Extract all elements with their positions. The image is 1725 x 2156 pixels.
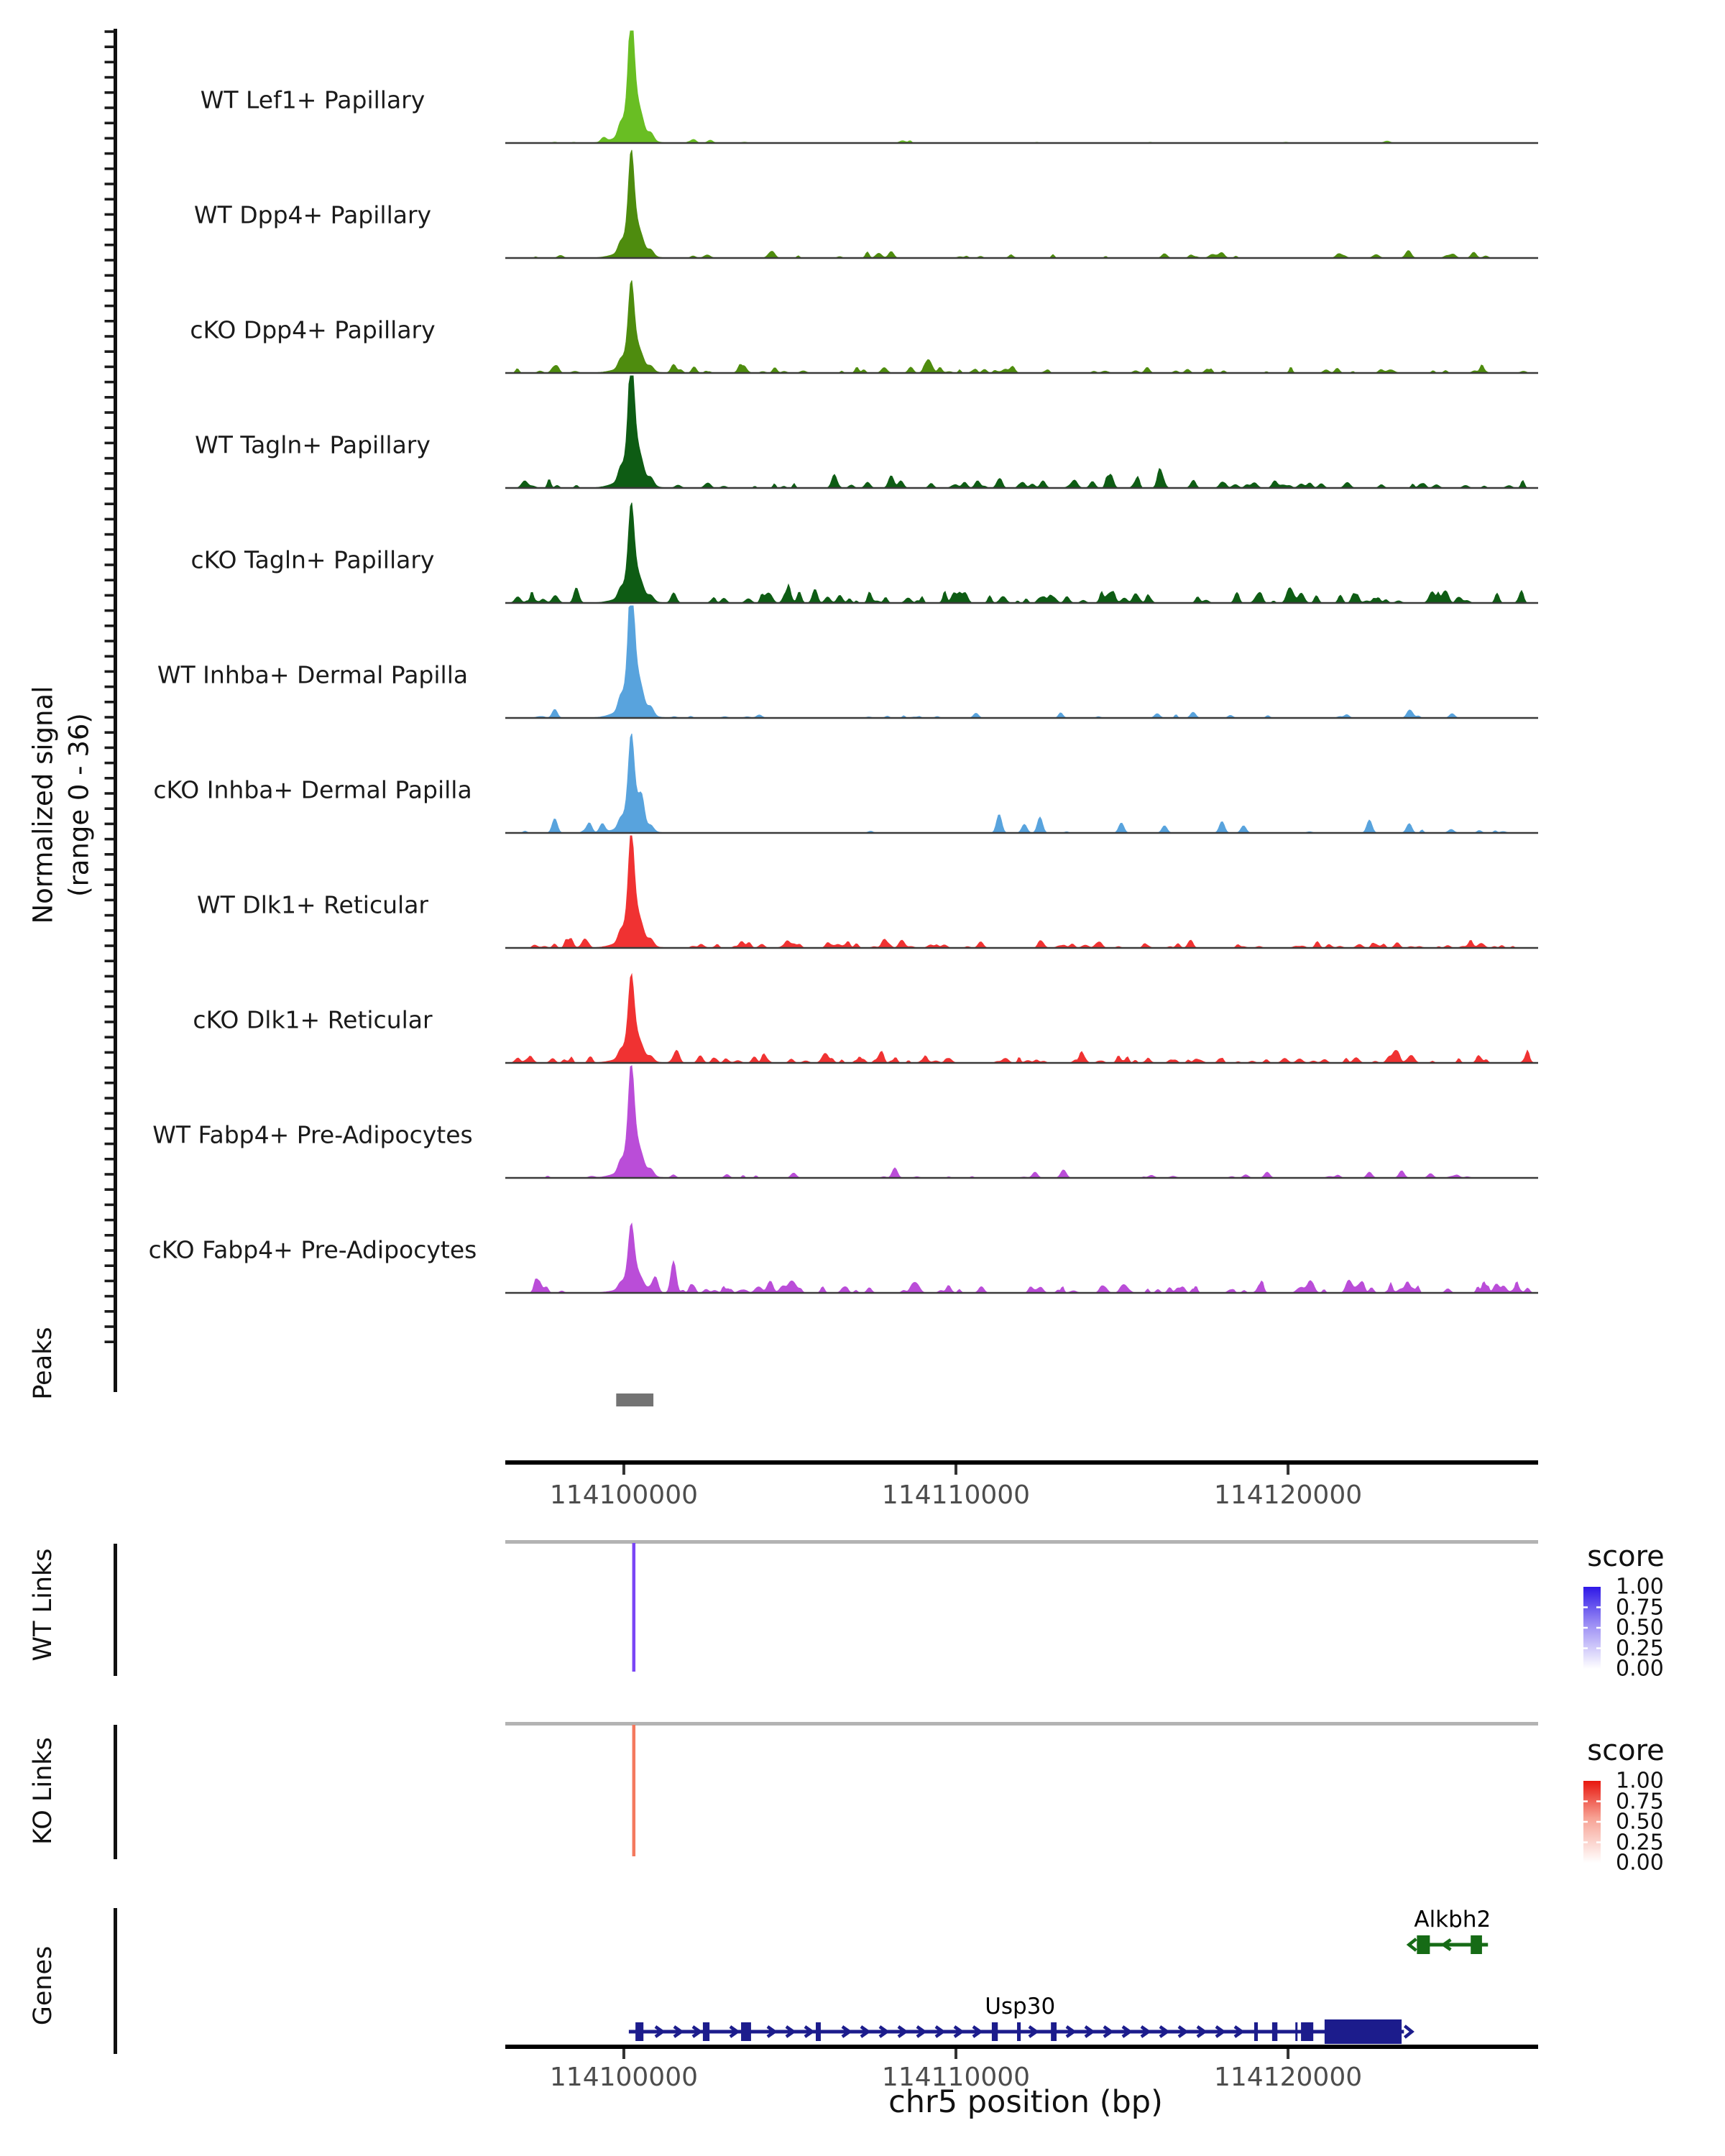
gene-exon bbox=[992, 2022, 998, 2041]
score-tick-label: 1.00 bbox=[1616, 1574, 1664, 1600]
score-tick-label: 0.25 bbox=[1616, 1636, 1664, 1661]
gene-exon bbox=[635, 2022, 643, 2041]
wt-score-legend-title: score bbox=[1587, 1540, 1665, 1573]
section-label-genes: Genes bbox=[29, 1945, 58, 2026]
gene-thick-exon bbox=[1325, 2019, 1402, 2044]
gene-exon bbox=[1051, 2022, 1057, 2041]
gene-exon bbox=[703, 2022, 709, 2041]
coverage-area-9 bbox=[505, 975, 1538, 1063]
score-tick-label: 0.75 bbox=[1616, 1789, 1664, 1814]
track-label: WT Fabp4+ Pre-Adipocytes bbox=[152, 1120, 473, 1149]
coverage-area-2 bbox=[505, 150, 1538, 258]
track-label: cKO Inhba+ Dermal Papilla bbox=[153, 775, 472, 804]
section-label-wt-links: WT Links bbox=[29, 1548, 58, 1662]
strand-terminal-arrow bbox=[1404, 2026, 1412, 2037]
gene-exon bbox=[741, 2022, 751, 2041]
score-tick-label: 0.00 bbox=[1616, 1850, 1664, 1876]
x-axis-title: chr5 position (bp) bbox=[888, 2084, 1163, 2120]
gene-exon bbox=[1254, 2022, 1258, 2041]
section-label-ko-links: KO Links bbox=[29, 1737, 58, 1845]
coverage-area-1 bbox=[505, 31, 1538, 143]
score-tick-label: 0.25 bbox=[1616, 1830, 1664, 1855]
score-tick-label: 0.50 bbox=[1616, 1615, 1664, 1641]
track-label: cKO Dlk1+ Reticular bbox=[193, 1005, 433, 1034]
track-label: WT Dlk1+ Reticular bbox=[197, 890, 428, 919]
peak-interval bbox=[616, 1393, 653, 1406]
track-label: cKO Fabp4+ Pre-Adipocytes bbox=[148, 1235, 477, 1264]
coverage-area-6 bbox=[505, 606, 1538, 718]
gene-exon bbox=[1417, 1935, 1430, 1954]
track-label: cKO Tagln+ Papillary bbox=[190, 545, 435, 574]
genome-axis-tick-label: 114110000 bbox=[881, 2063, 1031, 2092]
coverage-area-8 bbox=[505, 836, 1538, 948]
track-label: WT Inhba+ Dermal Papilla bbox=[157, 660, 469, 689]
gene-exon bbox=[1471, 1935, 1482, 1954]
coverage-area-7 bbox=[505, 734, 1538, 833]
score-tick-label: 0.00 bbox=[1616, 1656, 1664, 1682]
coverage-area-11 bbox=[505, 1224, 1538, 1294]
coverage-area-10 bbox=[505, 1066, 1538, 1178]
track-label: WT Dpp4+ Papillary bbox=[193, 201, 432, 229]
ko-score-legend-title: score bbox=[1587, 1734, 1665, 1767]
gene-exon bbox=[1301, 2022, 1313, 2041]
gene-exon bbox=[816, 2022, 821, 2041]
track-label: cKO Dpp4+ Papillary bbox=[190, 315, 436, 344]
track-label: WT Lef1+ Papillary bbox=[200, 86, 426, 114]
gene-exon bbox=[1295, 2022, 1297, 2041]
coverage-area-3 bbox=[505, 280, 1538, 373]
genome-axis-tick-label: 114110000 bbox=[881, 1480, 1031, 1510]
gene-label-alkbh2: Alkbh2 bbox=[1414, 1907, 1491, 1932]
track-label: WT Tagln+ Papillary bbox=[195, 430, 431, 459]
section-label-peaks: Peaks bbox=[29, 1327, 58, 1400]
gene-exon bbox=[1017, 2022, 1021, 2041]
score-tick-label: 1.00 bbox=[1616, 1768, 1664, 1794]
genome-axis-tick-label: 114120000 bbox=[1213, 1480, 1363, 1510]
genome-axis-tick-label: 114100000 bbox=[549, 2063, 699, 2092]
gene-exon bbox=[1272, 2022, 1277, 2041]
score-tick-label: 0.50 bbox=[1616, 1809, 1664, 1835]
gene-label-usp30: Usp30 bbox=[985, 1994, 1056, 2019]
genome-axis-tick-label: 114120000 bbox=[1213, 2063, 1363, 2092]
score-tick-label: 0.75 bbox=[1616, 1595, 1664, 1620]
coverage-area-5 bbox=[505, 503, 1538, 603]
genome-axis-tick-label: 114100000 bbox=[549, 1480, 699, 1510]
coverage-area-4 bbox=[505, 376, 1538, 488]
strand-terminal-arrow bbox=[1409, 1939, 1416, 1950]
y-axis-title-line2: (range 0 - 36) bbox=[63, 713, 95, 897]
y-axis-title-line1: Normalized signal bbox=[27, 686, 59, 924]
